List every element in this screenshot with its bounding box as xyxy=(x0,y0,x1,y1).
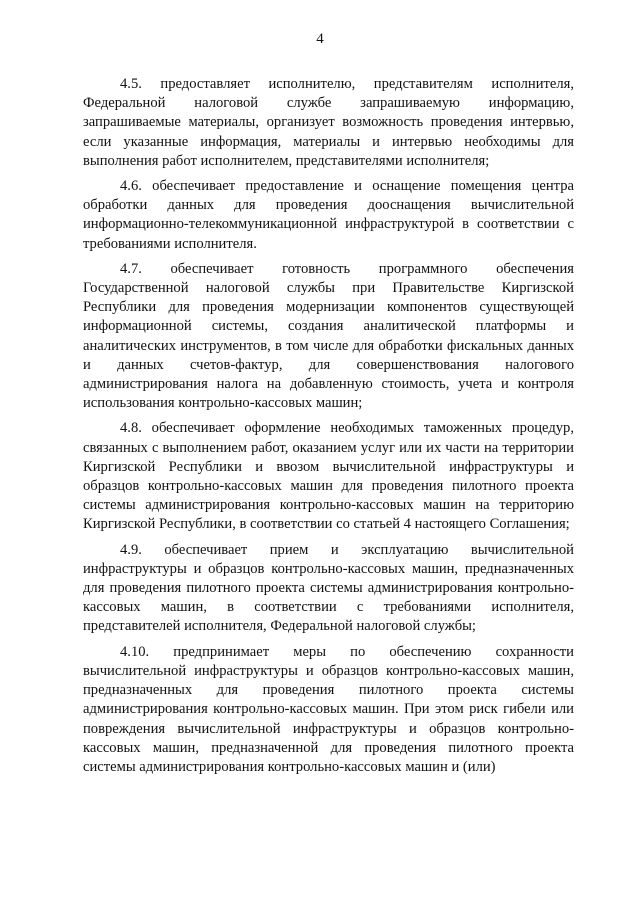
clause-4-7: 4.7. обеспечивает готовность программного обеспечения Государственной налоговой службы при Правительстве Киргизской Республики для проведения модернизации компонентов существующей информационной системы, создания аналитической платформы и аналитических инструментов, в том числе для обработки фискальных данных и данных счетов-фактур, для совершенствования налогового администрирования налога на добавленную стоимость, учета и контроля использования контрольно-кассовых машин; xyxy=(83,260,574,412)
clause-4-10: 4.10. предпринимает меры по обеспечению сохранности вычислительной инфраструктуры и образцов контрольно-кассовых машин, предназначенных для проведения пилотного проекта системы администрирования контрольно-кассовых машин. При этом риск гибели или повреждения вычислительной инфраструктуры и образцов контрольно-кассовых машин, предназначенной для проведения пилотного проекта системы администрирования контрольно-кассовых машин и (или) xyxy=(83,643,574,775)
clause-4-5: 4.5. предоставляет исполнителю, представителям исполнителя, Федеральной налоговой службе запрашиваемую информацию, запрашиваемые материалы, организует возможность проведения интервью, если указанные информация, материалы и интервью необходимы для выполнения работ исполнителем, представителями исполнителя; xyxy=(83,76,574,169)
page-number: 4 xyxy=(316,31,324,47)
clause-4-8: 4.8. обеспечивает оформление необходимых таможенных процедур, связанных с выполнением работ, оказанием услуг или их части на территории Киргизской Республики и ввозом вычислительной инфраструктуры и образцов контрольно-кассовых машин для проведения пилотного проекта системы администрирования контрольно-кассовых машин на территорию Киргизской Республики, в соответствии со статьей 4 настоящего Соглашения; xyxy=(83,420,574,533)
document-body xyxy=(83,75,574,783)
clause-4-9: 4.9. обеспечивает прием и эксплуатацию вычислительной инфраструктуры и образцов контрольно-кассовых машин, предназначенных для проведения пилотного проекта системы администрирования контрольно-кассовых машин, в соответствии с требованиями исполнителя, представителей исполнителя, Федеральной налоговой службы; xyxy=(83,541,574,635)
clause-4-6: 4.6. обеспечивает предоставление и оснащение помещения центра обработки данных для проведения дооснащения вычислительной информационно-телекоммуникационной инфраструктурой в соответствии с требованиями исполнителя. xyxy=(83,178,574,252)
